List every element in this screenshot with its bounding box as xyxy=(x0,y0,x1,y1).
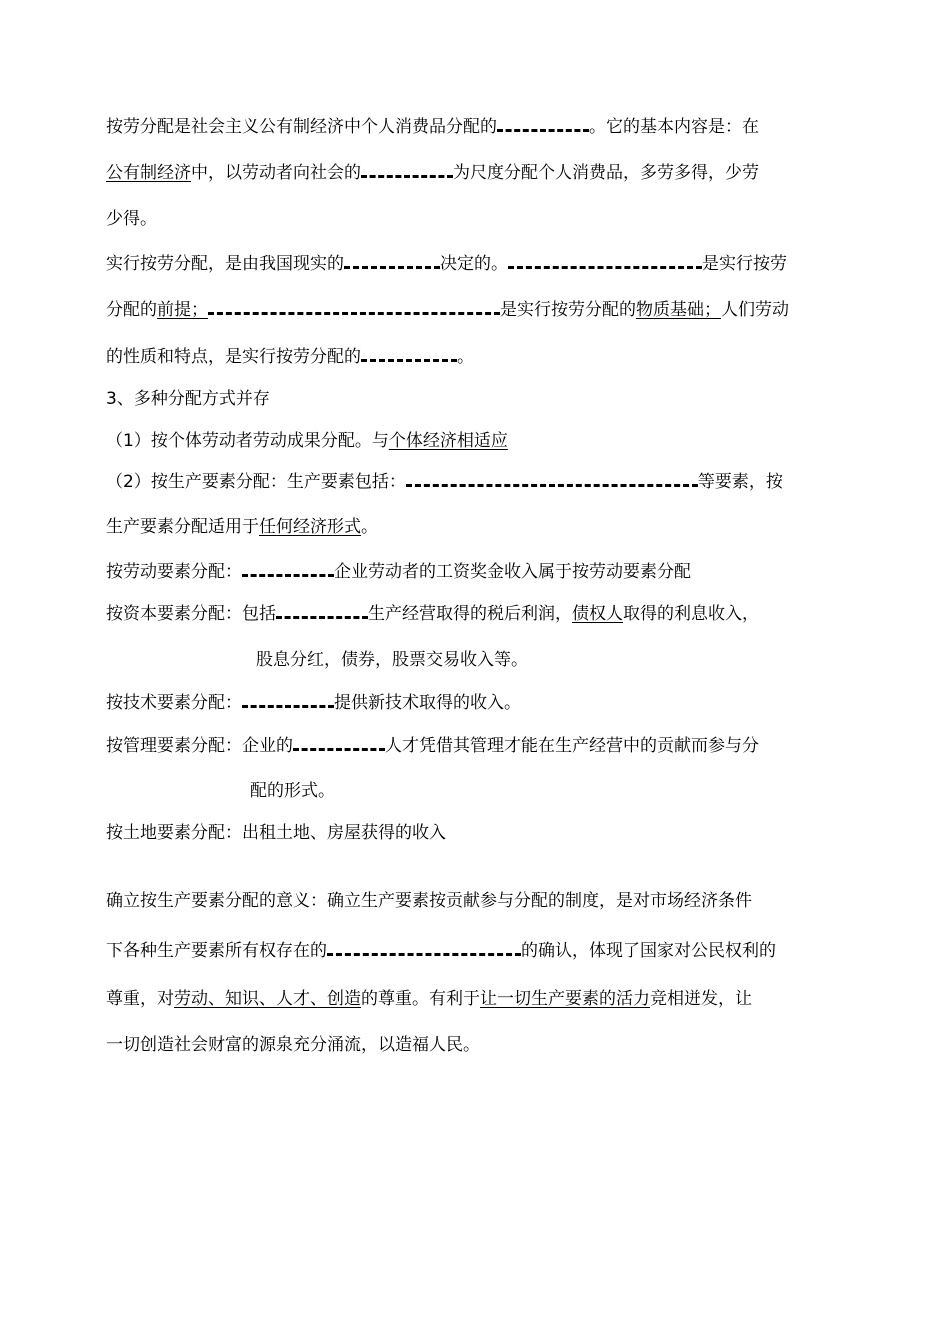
text-line: 实行按劳分配，是由我国现实的 决定的。 是实行按劳 xyxy=(106,254,787,274)
fill-blank[interactable] xyxy=(327,939,521,956)
text-line: 股息分红，债券，股票交易收入等。 xyxy=(256,650,528,670)
text-line: 尊重，对劳动、知识、人才、创造的尊重。有利于让一切生产要素的活力竞相迸发，让 xyxy=(106,989,752,1009)
text-line: 分配的前提； 是实行按劳分配的物质基础；人们劳动 xyxy=(106,300,789,320)
fill-blank[interactable] xyxy=(208,298,500,315)
text-line: 公有制经济中，以劳动者向社会的 为尺度分配个人消费品，多劳多得，少劳 xyxy=(106,163,759,183)
fill-blank[interactable] xyxy=(293,734,385,751)
fill-blank[interactable] xyxy=(361,345,457,362)
text-line: 少得。 xyxy=(106,209,157,229)
list-item: （1）按个体劳动者劳动成果分配。与个体经济相适应 xyxy=(106,431,508,451)
fill-blank[interactable] xyxy=(344,252,440,269)
technology-factor-line: 按技术要素分配： 提供新技术取得的收入。 xyxy=(106,693,521,713)
section-heading: 3、多种分配方式并存 xyxy=(106,389,270,409)
text-line: 配的形式。 xyxy=(250,781,335,801)
fill-blank[interactable] xyxy=(242,691,334,708)
labor-factor-line: 按劳动要素分配： 企业劳动者的工资奖金收入属于按劳动要素分配 xyxy=(106,562,691,582)
fill-blank[interactable] xyxy=(361,161,453,178)
text-line: 的性质和特点，是实行按劳分配的 。 xyxy=(106,347,474,367)
fill-blank[interactable] xyxy=(497,115,589,132)
land-factor-line: 按土地要素分配：出租土地、房屋获得的收入 xyxy=(106,823,446,843)
management-factor-line: 按管理要素分配：企业的 人才凭借其管理才能在生产经营中的贡献而参与分 xyxy=(106,736,759,756)
capital-factor-line: 按资本要素分配：包括 生产经营取得的税后利润，债权人取得的利息收入， xyxy=(106,604,759,624)
text-line: 一切创造社会财富的源泉充分涌流，以造福人民。 xyxy=(106,1035,480,1055)
text-line: 生产要素分配适用于任何经济形式。 xyxy=(106,517,378,537)
list-item: （2）按生产要素分配：生产要素包括： 等要素，按 xyxy=(106,472,783,492)
text-line: 按劳分配是社会主义公有制经济中个人消费品分配的 。它的基本内容是：在 xyxy=(106,117,759,137)
fill-blank[interactable] xyxy=(242,560,334,577)
fill-blank[interactable] xyxy=(276,602,368,619)
text-line: 确立按生产要素分配的意义：确立生产要素按贡献参与分配的制度，是对市场经济条件 xyxy=(106,891,752,911)
fill-blank[interactable] xyxy=(508,252,702,269)
fill-blank[interactable] xyxy=(406,470,698,487)
text-line: 下各种生产要素所有权存在的 的确认，体现了国家对公民权利的 xyxy=(106,941,776,961)
